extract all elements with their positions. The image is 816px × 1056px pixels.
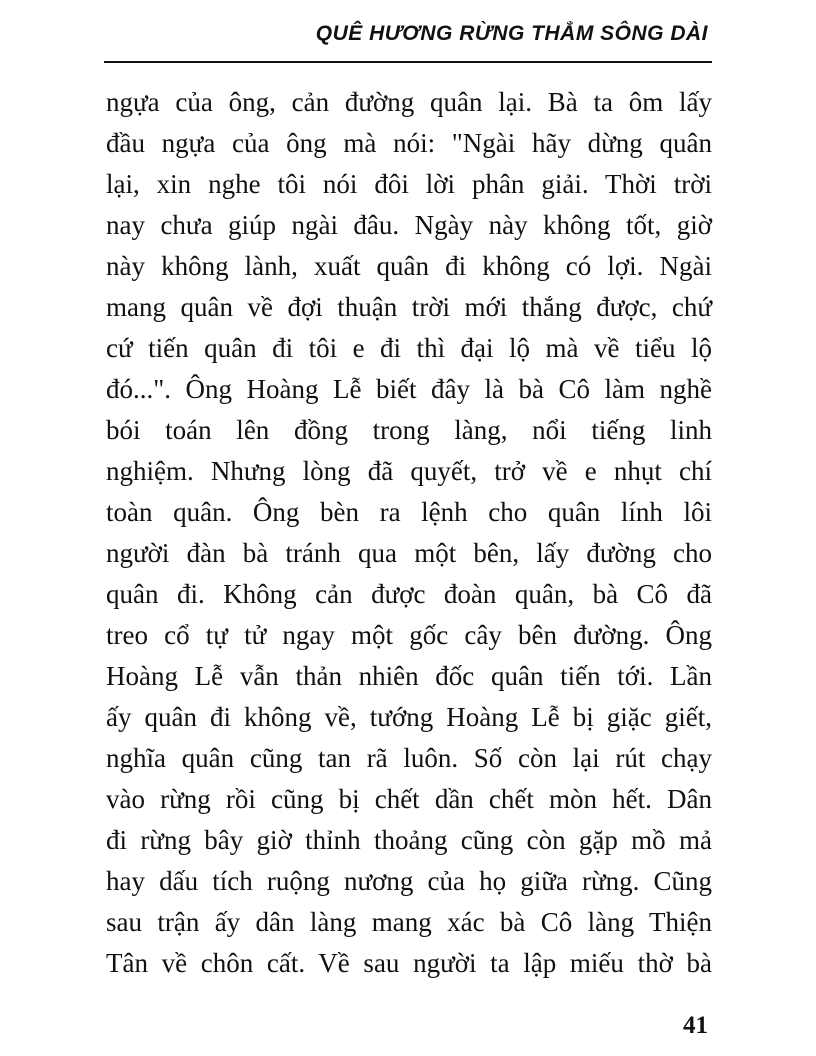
page-number: 41 [683,1012,708,1039]
header-rule [104,61,712,63]
text-line: cứ tiến quân đi tôi e đi thì đại lộ mà về tiểu lộ [106,333,712,363]
text-line: sau trận ấy dân làng mang xác bà Cô làng Thiện [106,907,712,937]
text-line: đi rừng bây giờ thỉnh thoảng cũng còn gặp mồ mả [106,825,712,855]
text-line: toàn quân. Ông bèn ra lệnh cho quân lính lôi [106,497,712,527]
text-line: vào rừng rồi cũng bị chết dần chết mòn hết. Dân [106,784,712,814]
text-line: Tân về chôn cất. Về sau người ta lập miếu thờ bà [106,948,712,978]
text-line: quân đi. Không cản được đoàn quân, bà Cô đã [106,579,712,609]
text-line: treo cổ tự tử ngay một gốc cây bên đường. Ông [106,620,712,650]
text-line: mang quân về đợi thuận trời mới thắng được, chứ [106,292,712,322]
body-text [106,82,712,984]
text-line: hay dấu tích ruộng nương của họ giữa rừng. Cũng [106,866,712,896]
text-line: nghĩa quân cũng tan rã luôn. Số còn lại rút chạy [106,743,712,773]
running-header: QUÊ HƯƠNG RỪNG THẲM SÔNG DÀI [315,22,708,45]
text-line: này không lành, xuất quân đi không có lợi. Ngài [106,251,712,281]
text-line: nghiệm. Nhưng lòng đã quyết, trở về e nhụt chí [106,456,712,486]
text-line: đầu ngựa của ông mà nói: "Ngài hãy dừng quân [106,128,712,158]
text-line: lại, xin nghe tôi nói đôi lời phân giải. Thời trời [106,169,712,199]
text-line: ấy quân đi không về, tướng Hoàng Lễ bị giặc giết, [106,702,712,732]
text-line: bói toán lên đồng trong làng, nổi tiếng linh [106,415,712,445]
text-line: người đàn bà tránh qua một bên, lấy đường cho [106,538,712,568]
text-line: ngựa của ông, cản đường quân lại. Bà ta ôm lấy [106,87,712,117]
text-line: đó...". Ông Hoàng Lễ biết đây là bà Cô làm nghề [106,374,712,404]
text-line: Hoàng Lễ vẫn thản nhiên đốc quân tiến tới. Lần [106,661,712,691]
text-line: nay chưa giúp ngài đâu. Ngày này không tốt, giờ [106,210,712,240]
